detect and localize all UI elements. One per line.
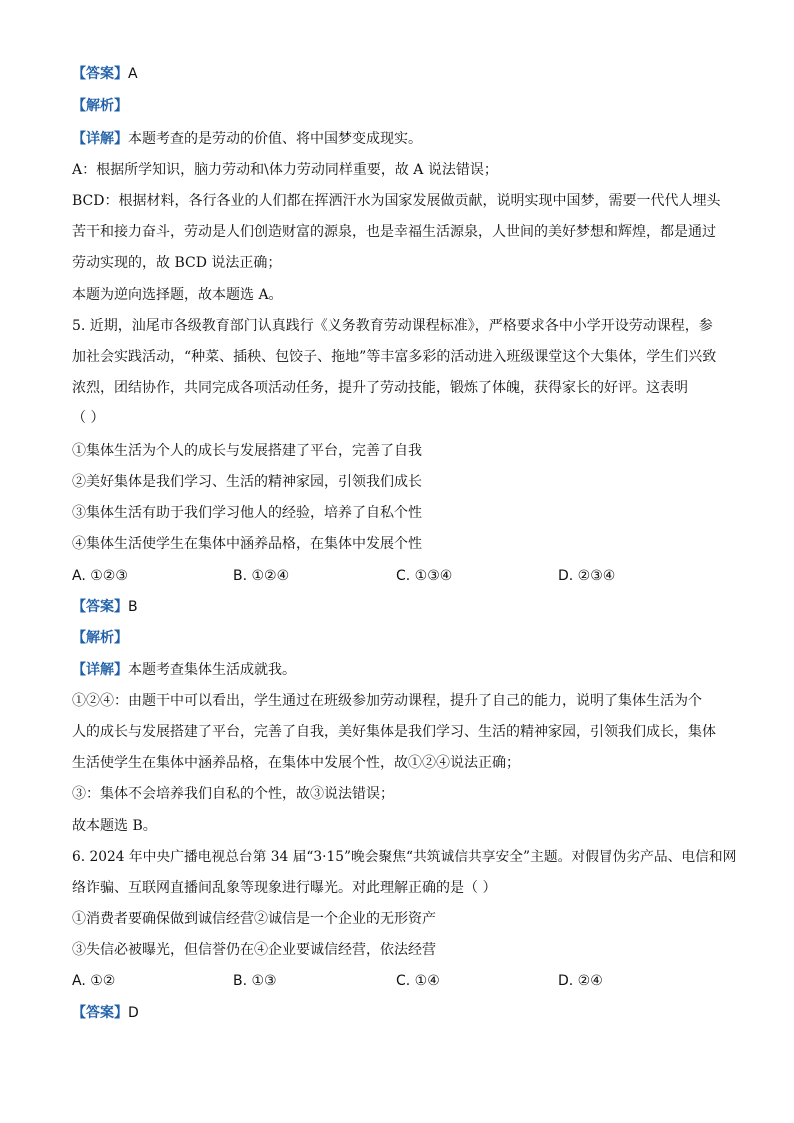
option-b: B. ①③ xyxy=(233,973,277,989)
statement-item: ①消费者要确保做到诚信经营②诚信是一个企业的无形资产 xyxy=(72,911,436,927)
option-b: B. ①②④ xyxy=(233,568,290,584)
statement-item: ①集体生活为个人的成长与发展搭建了平台，完善了自我 xyxy=(72,443,422,459)
detail-line xyxy=(72,129,422,149)
answer-label: 【答案】 xyxy=(72,599,128,615)
analysis-label: 【解析】 xyxy=(72,98,128,114)
answer-line xyxy=(72,1003,139,1023)
answer-label: 【答案】 xyxy=(72,66,128,82)
question-stem-line: 5. 近期，汕尾市各级教育部门认真践行《义务教育劳动课程标准》，严格要求各中小学开设劳动课程，参 xyxy=(72,318,713,334)
explanation-line: ①②④：由题干中可以看出，学生通过在班级参加劳动课程，提升了自己的能力，说明了集体生活为个 xyxy=(72,693,702,709)
detail-line xyxy=(72,660,296,680)
option-d: D. ②④ xyxy=(558,973,603,989)
question-stem-line: 加社会实践活动，“种菜、插秧、包饺子、拖地”等丰富多彩的活动进入班级课堂这个大集体，学生们兴致 xyxy=(72,349,717,365)
analysis-heading xyxy=(72,628,128,648)
explanation-line: ③：集体不会培养我们自私的个性，故③说法错误； xyxy=(72,786,394,802)
explanation-line: 生活使学生在集体中涵养品格，在集体中发展个性，故①②④说法正确； xyxy=(72,755,520,771)
option-c: C. ①④ xyxy=(396,973,440,989)
answer-label: 【答案】 xyxy=(72,1005,128,1021)
detail-label: 【详解】 xyxy=(72,131,128,147)
question-stem-line: 浓烈，团结协作，共同完成各项活动任务，提升了劳动技能，锻炼了体魄，获得家长的好评。这表明 xyxy=(72,380,688,396)
explanation-line: 苦干和接力奋斗，劳动是人们创造财富的源泉，也是幸福生活源泉，人世间的美好梦想和辉煌，都是通过 xyxy=(72,224,716,240)
explanation-line: 劳动实现的，故 BCD 说法正确； xyxy=(72,255,282,271)
statement-item: ②美好集体是我们学习、生活的精神家园，引领我们成长 xyxy=(72,474,422,490)
answer-value: B xyxy=(128,599,138,615)
analysis-label: 【解析】 xyxy=(72,630,128,646)
conclusion-line: 故本题选 B。 xyxy=(72,818,157,834)
detail-text: 本题考查的是劳动的价值、将中国梦变成现实。 xyxy=(128,131,422,147)
analysis-heading xyxy=(72,96,128,116)
explanation-line: 人的成长与发展搭建了平台，完善了自我，美好集体是我们学习、生活的精神家园，引领我们成长，集体 xyxy=(72,724,716,740)
statement-item: ③集体生活有助于我们学习他人的经验，培养了自私个性 xyxy=(72,505,422,521)
option-a: A. ①②③ xyxy=(72,568,128,584)
detail-text: 本题考查集体生活成就我。 xyxy=(128,662,296,678)
explanation-line: BCD：根据材料，各行各业的人们都在挥洒汗水为国家发展做贡献，说明实现中国梦，需要一代代人埋头 xyxy=(72,193,721,209)
explanation-line: A：根据所学知识，脑力劳动和\体力劳动同样重要，故 A 说法错误； xyxy=(72,162,498,178)
question-stem-line: 络诈骗、互联网直播间乱象等现象进行曝光。对此理解正确的是（ ） xyxy=(72,880,497,896)
answer-value: D xyxy=(128,1005,139,1021)
option-d: D. ②③④ xyxy=(558,568,616,584)
statement-item: ④集体生活使学生在集体中涵养品格，在集体中发展个性 xyxy=(72,536,422,552)
option-c: C. ①③④ xyxy=(396,568,453,584)
conclusion-line: 本题为逆向选择题，故本题选 A。 xyxy=(72,287,283,303)
statement-item: ③失信必被曝光，但信誉仍在④企业要诚信经营，依法经营 xyxy=(72,942,436,958)
answer-value: A xyxy=(128,66,138,82)
answer-line xyxy=(72,597,138,617)
answer-line xyxy=(72,64,138,84)
question-stem-line: 6. 2024 年中央广播电视总台第 34 届“3·15”晚会聚焦“共筑诚信共享安全”主题。对假冒伪劣产品、电信和网 xyxy=(72,849,737,865)
answer-blank: （ ） xyxy=(72,410,105,426)
detail-label: 【详解】 xyxy=(72,662,128,678)
option-a: A. ①② xyxy=(72,973,116,989)
